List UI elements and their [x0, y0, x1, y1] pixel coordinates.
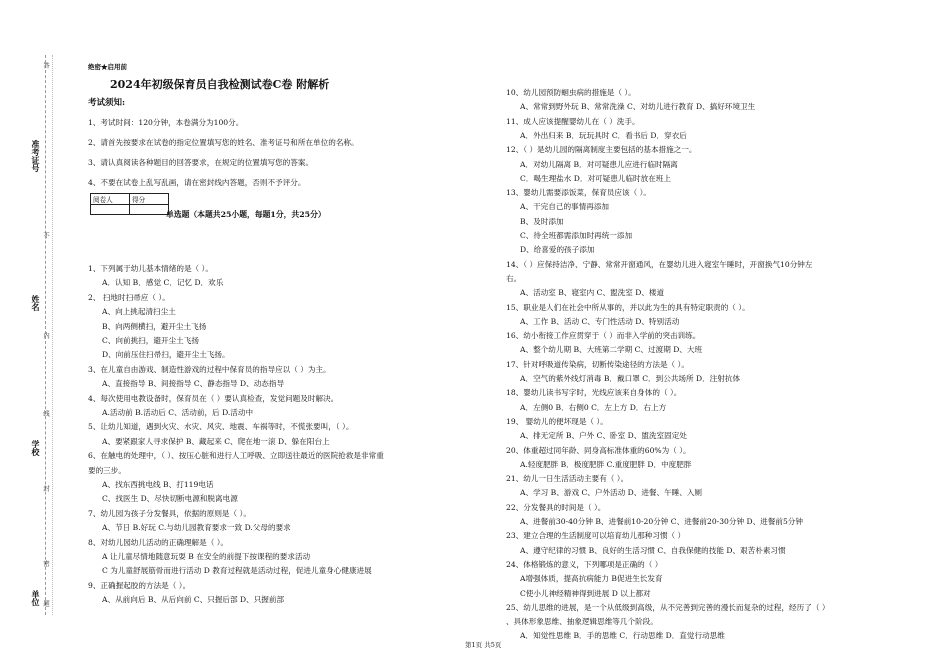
question-line: 15、职业是人们在社会中所从事的，并以此为生的具有特定职责的（ ）。 — [506, 302, 750, 312]
option-line: B、及时添加 — [520, 216, 564, 226]
secret-mark: 绝密★启用前 — [88, 63, 127, 71]
option-line: A.活动前 B.活动后 C、活动前，后 D.活动中 — [102, 408, 254, 417]
margin-char: 答 — [42, 62, 50, 69]
question-line: 14、（ ）应保持洁净、宁静、常常开窗通风，在婴幼儿进入寝室午睡时，开窗换气10分钟左 — [506, 259, 813, 269]
question-line: 24、体格锻炼的意义，下列哪项是正确的（ ） — [506, 559, 663, 569]
section-heading: 单选题（本题共25小题，每题1分，共25分） — [166, 210, 326, 219]
question-line: 1、下列属于幼儿基本情绪的是（ ）。 — [88, 264, 213, 273]
option-line: A、整个幼儿期 B、大班第二学期 C、过渡期 D、大班 — [520, 345, 703, 355]
option-line: A、找东西挑电线 B、打119电话 — [102, 480, 214, 489]
margin-label-school: 学校 — [31, 440, 41, 456]
option-line: A、从前向后 B、从后向前 C、只握后部 D、只握前部 — [102, 595, 285, 605]
question-line: 22、分发餐具的时间是（ ）。 — [506, 502, 606, 512]
option-line: A．空气的紫外线灯消毒 B．戴口罩 C．到公共场所 D．注射抗体 — [520, 374, 741, 383]
option-line: A.轻度肥胖 B．极度肥胖 C.重度肥胖 D．中度肥胖 — [520, 459, 692, 469]
question-line: 2、 扫地时扫帚应（ ）。 — [88, 292, 170, 302]
option-line: A增强体质，提高抗病能力 B促进生长发育 — [520, 574, 663, 584]
option-line: A、工作 B、活动 C、专门性活动 D、特别活动 — [520, 316, 680, 326]
option-line: A、常常到野外玩 B、常常洗澡 C、对幼儿进行教育 D、搞好环境卫生 — [520, 102, 756, 112]
notice-item: 4、不要在试卷上乱写乱画，请在密封线内答题，否则不予评分。 — [88, 178, 306, 187]
option-line: A、进餐前30-40分钟 B、进餐前10-20分钟 C、进餐前20-30分钟 D、进餐前5分钟 — [520, 517, 803, 526]
question-line: 21、幼儿一日生活活动主要有（ ）。 — [506, 474, 629, 484]
option-line: A．外出归来 B．玩玩具时 C．看书后 D．穿衣后 — [520, 130, 687, 140]
option-line: C使小儿神经精神得到进展 D 以上都对 — [520, 588, 651, 598]
question-line: 17、针对呼吸道传染病，切断传染途径的方法是（ ）。 — [506, 359, 689, 369]
question-line: 25、幼儿思维的进展，是一个从低级到高级，从不完善到完善的漫长而复杂的过程，经历了（ ） — [506, 602, 830, 612]
margin-char: 封 — [42, 485, 50, 492]
question-line: 19、 婴幼儿的便坏现是（ ）。 — [506, 416, 608, 426]
margin-label-exam-number: 准考证号 — [31, 140, 41, 172]
question-line: 5、让幼儿知道，遇到火灾、水灾、风灾、地震、车祸等时，不慌张要叫，（ ）。 — [88, 422, 354, 432]
question-line: 23、建立合理的生活制度可以培育幼儿那种习惯（ ） — [506, 531, 686, 541]
option-line: A、向上挑起清扫尘土 — [102, 307, 176, 317]
question-line: 9、正确握起胶的方法是（ ）。 — [88, 580, 191, 590]
notice-item: 3、请认真阅读各种题目的回答要求，在规定的位置填写您的答案。 — [88, 158, 314, 167]
option-line: A、学习 B、游戏 C、户外活动 D、进餐、午睡、入厕 — [520, 488, 703, 498]
option-line: A、活动室 B、寝室内 C、盥洗室 D、楼道 — [520, 288, 665, 298]
option-line: C、向前挑扫，避开尘土飞扬 — [102, 336, 199, 345]
margin-char: 密 — [42, 560, 50, 567]
question-line: 右。 — [506, 273, 522, 283]
option-line: C 为儿童舒展筋骨而进行活动 D 教育过程就是活动过程，促进儿童身心健康进展 — [102, 566, 372, 576]
score-table-grader: 阅卷人 — [91, 194, 130, 205]
margin-label-unit: 单位 — [31, 590, 41, 606]
option-line: A、节日 B.好玩 C.与幼儿园教育要求一致 D.父母的要求 — [102, 523, 291, 533]
question-line: 7、幼儿园为孩子分发餐具，依据的原则是（ ）。 — [88, 508, 251, 518]
option-line: A、干完自己的事情再添加 — [520, 202, 610, 212]
option-line: A、直接指导 B、间接指导 C、静态指导 D、动态指导 — [102, 379, 285, 389]
option-line: A．认知 B．感觉 C．记忆 D．欢乐 — [102, 278, 224, 288]
option-line: A．左侧0 B．右侧0 C．左上方 D．右上方 — [520, 402, 667, 412]
score-cell — [130, 205, 169, 215]
option-line: C、待全班都需添加时再统一添加 — [520, 231, 633, 240]
question-line: 10、幼儿园预防蛔虫病的措施是（ ）。 — [506, 88, 636, 97]
notice-item: 2、请首先按要求在试卷的指定位置填写您的姓名、准考证号和所在单位的名称。 — [88, 138, 359, 147]
option-line: A、要紧跟家人寻求保护 B、藏起来 C、爬在地一滚 D、躲在阳台上 — [102, 436, 330, 446]
question-line: 13、婴幼儿需要添饭菜，保育员应该（ ）。 — [506, 188, 651, 198]
question-line: 20、体重超过同年龄、同身高标准体重的60%为（ ）。 — [506, 445, 691, 455]
option-line: D、给喜爱的孩子添加 — [520, 245, 595, 255]
score-cell — [91, 205, 130, 215]
score-table — [90, 193, 169, 215]
margin-char: 线 — [42, 410, 50, 417]
margin-char: 题 — [42, 600, 50, 607]
option-line: A、遵守纪律的习惯 B、良好的生活习惯 C、自我保健的技能 D、艰苦朴素习惯 — [520, 545, 786, 555]
question-line: 8、对幼儿园幼儿活动的正确理解是（ ）。 — [88, 537, 229, 547]
option-line: B、向两侧横扫，避开尘土飞扬 — [102, 321, 207, 331]
page-title: 2024年初级保育员自我检测试卷C卷 附解析 — [110, 78, 330, 91]
score-table-score: 得分 — [130, 194, 169, 205]
margin-label-name: 姓名 — [31, 295, 41, 311]
option-line: A、排无定所 B、户外 C、卧室 D、盥洗室固定处 — [520, 431, 687, 441]
question-line: 6、在触电的处理中，（ ）、按压心脏和进行人工呼吸、立即送往最近的医院抢救是非常重 — [88, 451, 384, 461]
question-line: 11、成人应该提醒婴幼儿在（ ）洗手。 — [506, 116, 640, 126]
question-line: 16、幼小衔接工作应贯穿于（ ）而非入学前的突击训练。 — [506, 331, 701, 341]
option-line: C．喝生理盐水 D．对可疑患儿临时放在班上 — [520, 173, 671, 183]
binding-line-inner — [52, 55, 53, 615]
question-line: 4、每次使用电教设备时，保育员在（ ）要认真检查，发觉问题及时解决。 — [88, 393, 339, 403]
notice-item: 1、考试时间：120分钟，本卷满分为100分。 — [88, 118, 244, 127]
notice-title: 考试须知: — [88, 98, 126, 108]
margin-char: 内 — [42, 332, 50, 339]
option-line: C、找医生 D、尽快切断电源和脱离电源 — [102, 494, 238, 504]
question-line: 3、在儿童自由游戏、制造性游戏的过程中保育员的指导应以（ ）为主。 — [88, 364, 331, 374]
option-line: A．知觉性思维 B．手的思维 C．行动思维 D．直觉行动思维 — [520, 631, 725, 641]
option-line: D、向前压住扫帚扫，避开尘土飞扬。 — [102, 350, 230, 360]
question-line: 、具体形象思维、抽象逻辑思维等几个阶段。 — [506, 617, 658, 627]
question-line: 要的三步。 — [88, 465, 126, 475]
option-line: A 让儿童尽情地随意玩耍 B 在安全的前提下按课程的要求活动 — [102, 552, 311, 561]
question-line: 12、（ ）是幼儿园的隔离制度主要包括的基本措施之一。 — [506, 145, 697, 155]
page-footer: 第1页 共5页 — [465, 641, 502, 649]
option-line: A．对幼儿隔离 B．对可疑患儿应进行临时隔离 — [520, 159, 678, 169]
question-line: 18、婴幼儿读书写字时，光线应该来自身体的（ ）。 — [506, 388, 682, 398]
margin-char: 不 — [42, 232, 50, 239]
